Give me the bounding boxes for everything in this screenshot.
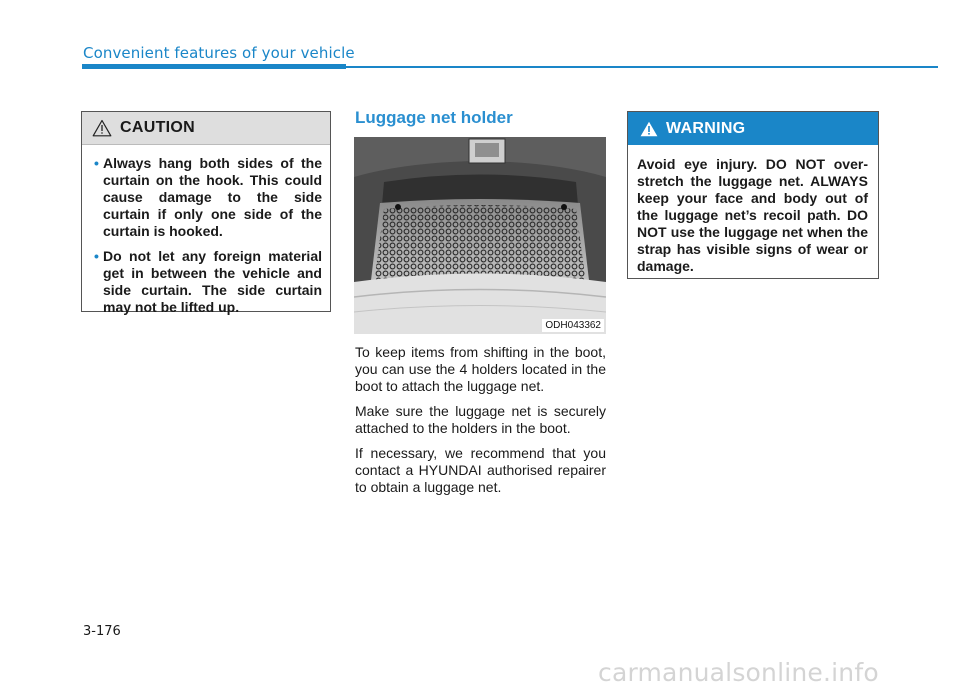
caution-header [82, 112, 330, 145]
caution-item [94, 155, 322, 240]
section-heading: Luggage net holder [355, 108, 513, 127]
body-text [355, 344, 606, 504]
bullet-icon: • [94, 248, 99, 264]
caution-body [82, 145, 330, 316]
luggage-net-photo [354, 137, 606, 334]
body-paragraph: If necessary, we recommend that you contact a HYUNDAI authorised repairer to obtain a luggage net. [355, 445, 606, 495]
watermark: carmanualsonline.info [598, 658, 879, 687]
body-paragraph: Make sure the luggage net is securely attached to the holders in the boot. [355, 403, 606, 436]
luggage-net-illustration [354, 137, 606, 334]
caution-box [81, 111, 331, 315]
warning-triangle-outline-icon [92, 119, 112, 137]
warning-label: WARNING [666, 119, 746, 137]
warning-header [628, 112, 878, 145]
header-rule-thick [82, 64, 346, 69]
caution-label: CAUTION [120, 119, 195, 136]
warning-text: Avoid eye injury. DO NOT over-stretch the luggage net. ALWAYS keep your face and body out of the luggage net’s recoil path. DO NOT use the luggage net when the strap has visible signs of wear or damage. [637, 156, 868, 274]
warning-box [627, 111, 879, 279]
header-rule-thin [346, 66, 938, 68]
body-paragraph: To keep items from shifting in the boot, you can use the 4 holders located in the boot to attach the luggage net. [355, 344, 606, 394]
caution-item-text: Do not let any foreign material get in between the vehicle and side curtain. The side curtain may not be lifted up. [103, 248, 322, 315]
caution-item [94, 248, 322, 316]
caution-item-text: Always hang both sides of the curtain on the hook. This could cause damage to the side curtain if only one side of the curtain is hooked. [103, 155, 322, 239]
page-number: 3-176 [83, 624, 121, 639]
section-title: Convenient features of your vehicle [83, 44, 355, 62]
warning-triangle-filled-icon [640, 121, 658, 137]
image-code: ODH043362 [542, 319, 604, 332]
bullet-icon: • [94, 155, 99, 171]
